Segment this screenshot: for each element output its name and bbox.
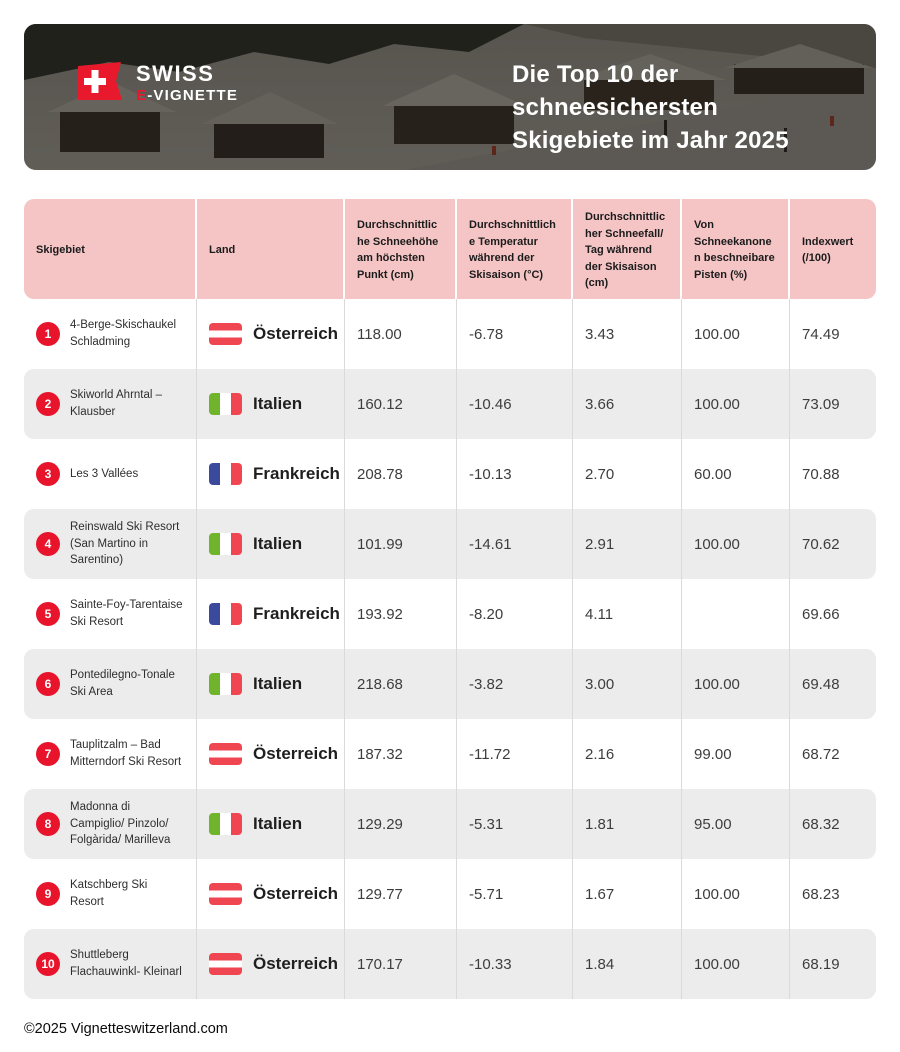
table-row: [24, 649, 876, 719]
table-row: [24, 929, 876, 999]
cell-beschneibare-pisten: 100.00: [682, 299, 790, 369]
cell-temperatur: -14.61: [457, 509, 573, 579]
column-header-skigebiet: Skigebiet: [24, 199, 197, 302]
cell-skigebiet: [24, 299, 197, 369]
flag-italy-icon: [209, 393, 242, 415]
cell-schneefall: 1.67: [573, 859, 682, 929]
cell-schneefall: 2.70: [573, 439, 682, 509]
cell-beschneibare-pisten: 60.00: [682, 439, 790, 509]
country-name: Österreich: [253, 954, 339, 973]
cell-temperatur: -11.72: [457, 719, 573, 789]
cell-schneefall: 3.43: [573, 299, 682, 369]
cell-skigebiet: [24, 579, 197, 649]
table-body: [24, 299, 876, 999]
cell-schneefall: 4.11: [573, 579, 682, 649]
cell-beschneibare-pisten: 100.00: [682, 929, 790, 999]
cell-indexwert: 70.62: [802, 535, 840, 553]
cell-schneehoehe: 118.00: [345, 299, 457, 369]
flag-austria-icon: [209, 743, 242, 765]
cell-schneefall: 3.66: [573, 369, 682, 439]
cell-schneehoehe: 101.99: [345, 509, 457, 579]
flag-austria-icon: [209, 323, 242, 345]
country-name: Österreich: [253, 324, 339, 343]
cell-schneehoehe: 170.17: [345, 929, 457, 999]
rank-badge: 6: [36, 672, 60, 696]
table-row: [24, 859, 876, 929]
cell-skigebiet: [24, 859, 197, 929]
cell-schneehoehe: 193.92: [345, 579, 457, 649]
table-row: [24, 439, 876, 509]
cell-land: [197, 439, 345, 509]
cell-skigebiet: [24, 439, 197, 509]
page-title-line3: Skigebiete im Jahr 2025: [512, 127, 789, 154]
table-row: [24, 509, 876, 579]
resort-name: Shuttleberg Flachauwinkl- Kleinarl: [70, 949, 182, 978]
cell-schneehoehe: 129.77: [345, 859, 457, 929]
cell-temperatur: -10.13: [457, 439, 573, 509]
column-header-land: Land: [197, 199, 345, 302]
flag-italy-icon: [209, 813, 242, 835]
brand-wordmark: [136, 62, 238, 104]
cell-skigebiet: [24, 789, 197, 859]
copyright-text: ©2025 Vignetteswitzerland.com: [24, 1021, 228, 1037]
cell-indexwert: 69.48: [802, 675, 840, 693]
country-name: Italien: [253, 394, 303, 413]
country-name: Österreich: [253, 884, 339, 903]
cell-schneehoehe: 218.68: [345, 649, 457, 719]
resort-name: Madonna di Campiglio/ Pinzolo/ Folgàrida/ Marilleva: [70, 800, 171, 847]
country-name: Italien: [253, 814, 303, 833]
page-title: [512, 58, 789, 157]
cell-skigebiet: [24, 929, 197, 999]
resort-name: Katschberg Ski Resort: [70, 879, 148, 908]
table-row: [24, 719, 876, 789]
cell-skigebiet: [24, 719, 197, 789]
cell-temperatur: -10.33: [457, 929, 573, 999]
column-header-schneefall: Durchschnittlicher Schneefall/ Tag während der Skisaison (cm): [573, 199, 682, 302]
cell-land: [197, 719, 345, 789]
brand-subname: E-VIGNETTE: [136, 87, 239, 105]
cell-skigebiet: [24, 649, 197, 719]
cell-schneefall: 1.84: [573, 929, 682, 999]
country-name: Frankreich: [253, 464, 340, 483]
cell-beschneibare-pisten: 100.00: [682, 509, 790, 579]
resort-name: Skiworld Ahrntal – Klausber: [70, 389, 163, 418]
table-row: [24, 369, 876, 439]
brand-logo: [78, 62, 238, 104]
flag-france-icon: [209, 463, 242, 485]
cell-schneehoehe: 129.29: [345, 789, 457, 859]
cell-skigebiet: [24, 509, 197, 579]
resort-name: Sainte-Foy-Tarentaise Ski Resort: [70, 599, 183, 628]
cell-schneefall: 3.00: [573, 649, 682, 719]
cell-indexwert: 74.49: [802, 325, 840, 343]
cell-skigebiet: [24, 369, 197, 439]
country-name: Österreich: [253, 744, 339, 763]
cell-land: [197, 929, 345, 999]
rank-badge: 10: [36, 952, 60, 976]
cell-temperatur: -5.31: [457, 789, 573, 859]
cell-land: [197, 509, 345, 579]
country-name: Frankreich: [253, 604, 340, 623]
rank-badge: 5: [36, 602, 60, 626]
cell-beschneibare-pisten: 95.00: [682, 789, 790, 859]
rank-badge: 7: [36, 742, 60, 766]
rank-badge: 4: [36, 532, 60, 556]
cell-schneefall: 1.81: [573, 789, 682, 859]
cell-indexwert: 70.88: [802, 465, 840, 483]
column-header-schneehoehe: Durchschnittliche Schneehöhe am höchsten Punkt (cm): [345, 199, 457, 302]
column-header-temperatur: Durchschnittliche Temperatur während der Skisaison (°C): [457, 199, 573, 302]
resort-name: Pontedilegno-Tonale Ski Area: [70, 669, 175, 698]
rank-badge: 3: [36, 462, 60, 486]
page-title-line2: schneesichersten: [512, 94, 718, 121]
swiss-flag-icon: [78, 62, 124, 104]
cell-indexwert: 69.66: [802, 605, 840, 623]
column-header-beschneibare-pisten: Von Schneekanonen beschneibare Pisten (%): [682, 199, 790, 302]
cell-indexwert: 68.72: [802, 745, 840, 763]
cell-land: [197, 789, 345, 859]
cell-schneefall: 2.91: [573, 509, 682, 579]
cell-temperatur: -5.71: [457, 859, 573, 929]
cell-schneehoehe: 160.12: [345, 369, 457, 439]
cell-schneefall: 2.16: [573, 719, 682, 789]
cell-indexwert: 68.23: [802, 885, 840, 903]
cell-indexwert: 68.32: [802, 815, 840, 833]
cell-land: [197, 859, 345, 929]
cell-temperatur: -10.46: [457, 369, 573, 439]
flag-italy-icon: [209, 673, 242, 695]
resort-name: Reinswald Ski Resort (San Martino in Sarentino): [70, 520, 180, 567]
rank-badge: 8: [36, 812, 60, 836]
cell-beschneibare-pisten: 100.00: [682, 649, 790, 719]
flag-austria-icon: [209, 883, 242, 905]
cell-indexwert: 73.09: [802, 395, 840, 413]
flag-italy-icon: [209, 533, 242, 555]
banner: [24, 24, 876, 170]
cell-land: [197, 649, 345, 719]
cell-temperatur: -8.20: [457, 579, 573, 649]
cell-schneehoehe: 187.32: [345, 719, 457, 789]
rank-badge: 2: [36, 392, 60, 416]
table-row: [24, 299, 876, 369]
cell-land: [197, 579, 345, 649]
table-row: [24, 579, 876, 649]
rank-badge: 1: [36, 322, 60, 346]
flag-france-icon: [209, 603, 242, 625]
cell-temperatur: -3.82: [457, 649, 573, 719]
cell-beschneibare-pisten: [682, 579, 790, 649]
page-title-line1: Die Top 10 der: [512, 61, 679, 88]
cell-land: [197, 369, 345, 439]
country-name: Italien: [253, 534, 303, 553]
resort-name: Les 3 Vallées: [70, 467, 139, 480]
brand-name: SWISS: [136, 61, 215, 87]
cell-beschneibare-pisten: 99.00: [682, 719, 790, 789]
cell-beschneibare-pisten: 100.00: [682, 859, 790, 929]
rank-badge: 9: [36, 882, 60, 906]
column-header-indexwert: Indexwert (/100): [802, 235, 854, 265]
resort-name: Tauplitzalm – Bad Mitterndorf Ski Resort: [70, 739, 182, 768]
cell-indexwert: 68.19: [802, 955, 840, 973]
table-header-row: [24, 199, 876, 299]
cell-temperatur: -6.78: [457, 299, 573, 369]
ranking-table: [24, 199, 876, 999]
cell-schneehoehe: 208.78: [345, 439, 457, 509]
table-row: [24, 789, 876, 859]
flag-austria-icon: [209, 953, 242, 975]
country-name: Italien: [253, 674, 303, 693]
resort-name: 4-Berge-Skischaukel Schladming: [70, 319, 177, 348]
cell-beschneibare-pisten: 100.00: [682, 369, 790, 439]
cell-land: [197, 299, 345, 369]
